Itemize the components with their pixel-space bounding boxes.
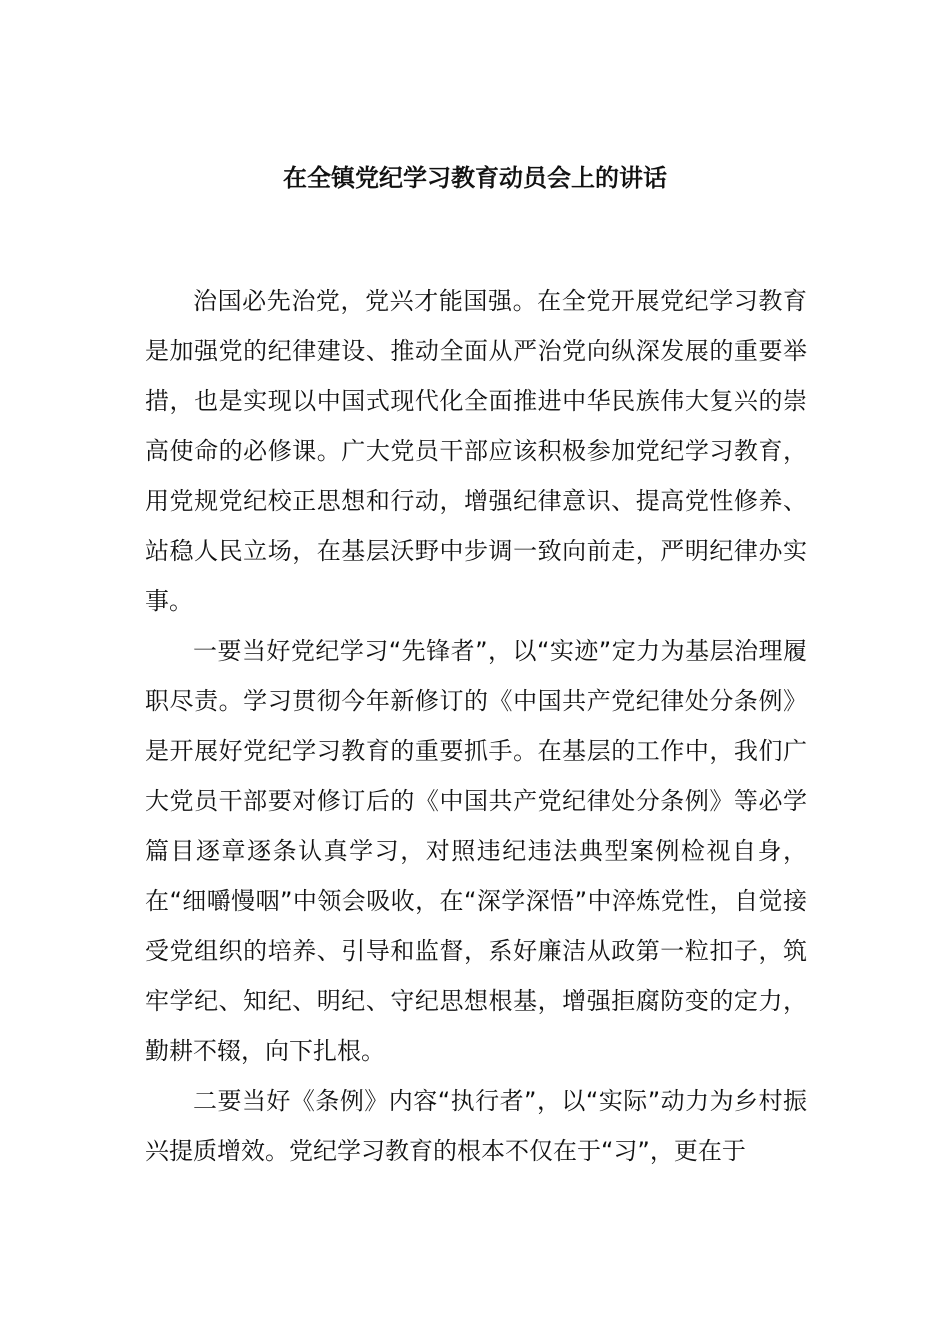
document-body	[145, 276, 807, 1176]
paragraph-2: 一要当好党纪学习“先锋者”，以“实迹”定力为基层治理履职尽责。学习贯彻今年新修订的《中国共产党纪律处分条例》是开展好党纪学习教育的重要抓手。在基层的工作中，我们广大党员干部要对修订后的《中国共产党纪律处分条例》等必学篇目逐章逐条认真学习，对照违纪违法典型案例检视自身，在“细嚼慢咽”中领会吸收，在“深学深悟”中淬炼党性，自觉接受党组织的培养、引导和监督，系好廉洁从政第一粒扣子，筑牢学纪、知纪、明纪、守纪思想根基，增强拒腐防变的定力，勤耕不辍，向下扎根。	[145, 637, 807, 1065]
paragraph-3: 二要当好《条例》内容“执行者”，以“实际”动力为乡村振兴提质增效。党纪学习教育的根本不仅在于“习”，更在于	[145, 1087, 807, 1165]
document-title: 在全镇党纪学习教育动员会上的讲话	[283, 164, 667, 192]
paragraph-1: 治国必先治党，党兴才能国强。在全党开展党纪学习教育是加强党的纪律建设、推动全面从严治党向纵深发展的重要举措，也是实现以中国式现代化全面推进中华民族伟大复兴的崇高使命的必修课。广大党员干部应该积极参加党纪学习教育，用党规党纪校正思想和行动，增强纪律意识、提高党性修养、站稳人民立场，在基层沃野中步调一致向前走，严明纪律办实事。	[145, 287, 807, 615]
